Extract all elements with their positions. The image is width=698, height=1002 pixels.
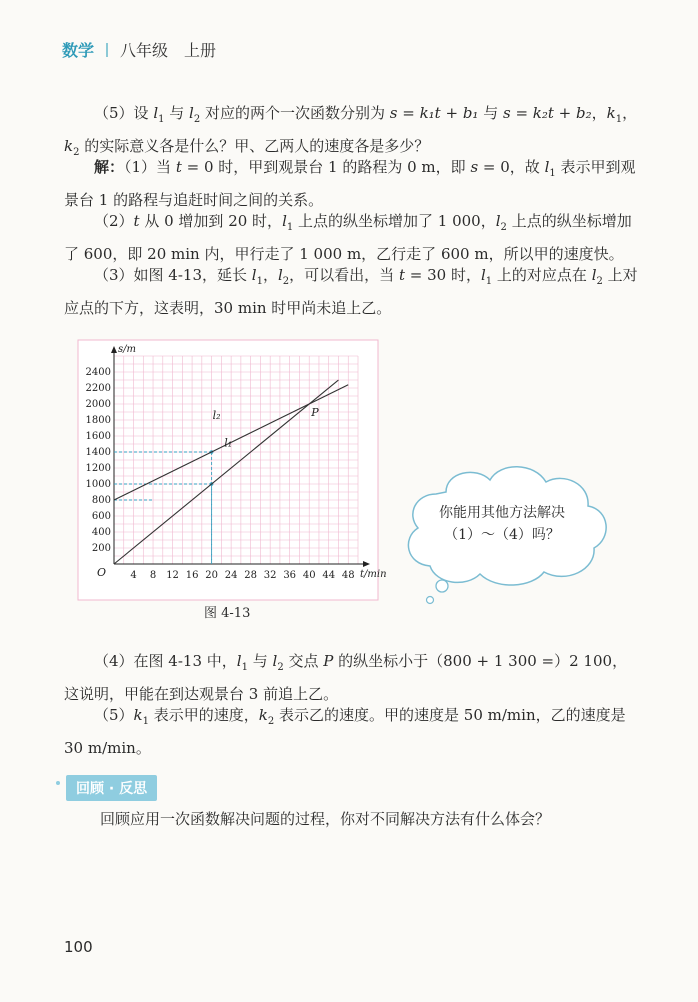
figure-caption: 图 4-13 [204, 606, 251, 621]
intersection-label: P [311, 406, 319, 419]
grade-title: 八年级 上册 [120, 41, 217, 60]
question-5: （5）设 $l_1$ 与 $l_2$ 对应的两个一次函数分别为 s = k₁t + b₁ 与 s = k₂t + b₂，$k_1$，$k_2$ 的实际意义各是什么？甲、乙两人的速度各是多少？ [64, 104, 638, 158]
x-tick-label: 44 [322, 570, 336, 581]
y-tick-label: 1000 [85, 479, 111, 490]
y-tick-label: 200 [91, 543, 111, 554]
x-tick-label: 28 [244, 570, 258, 581]
y-tick-label: 2200 [85, 383, 111, 394]
y-axis-label: s/m [118, 344, 136, 355]
page-header [62, 38, 216, 61]
x-tick-label: 48 [341, 570, 355, 581]
x-tick-label: 12 [166, 570, 179, 581]
y-tick-label: 800 [91, 495, 111, 506]
origin-label: O [96, 566, 106, 579]
y-tick-label: 2400 [85, 367, 111, 378]
x-tick-label: 20 [205, 570, 218, 581]
line-chart [78, 340, 387, 600]
y-tick-label: 1200 [85, 463, 111, 474]
series-label-l1: l₁ [224, 436, 233, 450]
y-tick-label: 1800 [85, 415, 111, 426]
review-dot [56, 781, 60, 785]
y-tick-label: 1400 [85, 447, 111, 458]
header-divider [106, 43, 108, 57]
x-tick-label: 16 [185, 570, 199, 581]
x-tick-label: 8 [149, 570, 157, 581]
review-tag: 回顾 · 反思 [66, 775, 157, 801]
x-tick-label: 32 [263, 570, 277, 581]
cloud-text: 你能用其他方法解决 （1）～（4）吗？ [439, 505, 565, 543]
review-question: 回顾应用一次函数解决问题的过程，你对不同解决方法有什么体会？ [100, 810, 551, 828]
solution-2: （2）t 从 0 增加到 20 时，$l_1$ 上点的纵坐标增加了 1 000，$l_2$ 上点的纵坐标增加了 600，即 20 min 内，甲行走了 1 000 m，乙行走了 600 m，所以甲的速度快。 [64, 212, 632, 263]
x-tick-label: 24 [224, 570, 238, 581]
solution-5: $(5)k_1$ 表示甲的速度，$k_2$ 表示乙的速度。甲的速度是 50 m/min，乙的速度是 30 m/min。 [64, 706, 626, 757]
y-tick-label: 1600 [85, 431, 111, 442]
subject-title: 数学 [62, 41, 95, 60]
figure-4-13 [78, 340, 387, 640]
series-label-l2: l₂ [212, 409, 221, 423]
y-tick-label: 2000 [85, 399, 111, 410]
x-tick-label: 36 [283, 570, 297, 581]
y-tick-label: 400 [91, 527, 111, 538]
solution-3: （3）如图 4-13，延长 $l_1$，$l_2$，可以看出，当 t = 30 时，$l_1$ 上的对应点在 $l_2$ 上对应点的下方，这表明，30 min 时甲尚未追上乙。 [64, 266, 638, 317]
x-tick-label: 40 [302, 570, 316, 581]
x-axis-label: t/min [360, 569, 387, 580]
solution-4: （4）在图 4-13 中，$l_1$ 与 $l_2$ 交点 P 的纵坐标小于（800 + 1 300 =）2 100，这说明，甲能在到达观景台 3 前追上乙。 [64, 652, 628, 703]
x-tick-label: 4 [130, 570, 137, 581]
y-tick-label: 600 [91, 511, 111, 522]
page-number: 100 [64, 938, 93, 956]
solution-1: 解：（1）当 t = 0 时，甲到观景台 1 的路程为 0 m，即 s = 0，故 $l_1$ 表示甲到观景台 1 的路程与追赶时间之间的关系。 [64, 158, 636, 209]
